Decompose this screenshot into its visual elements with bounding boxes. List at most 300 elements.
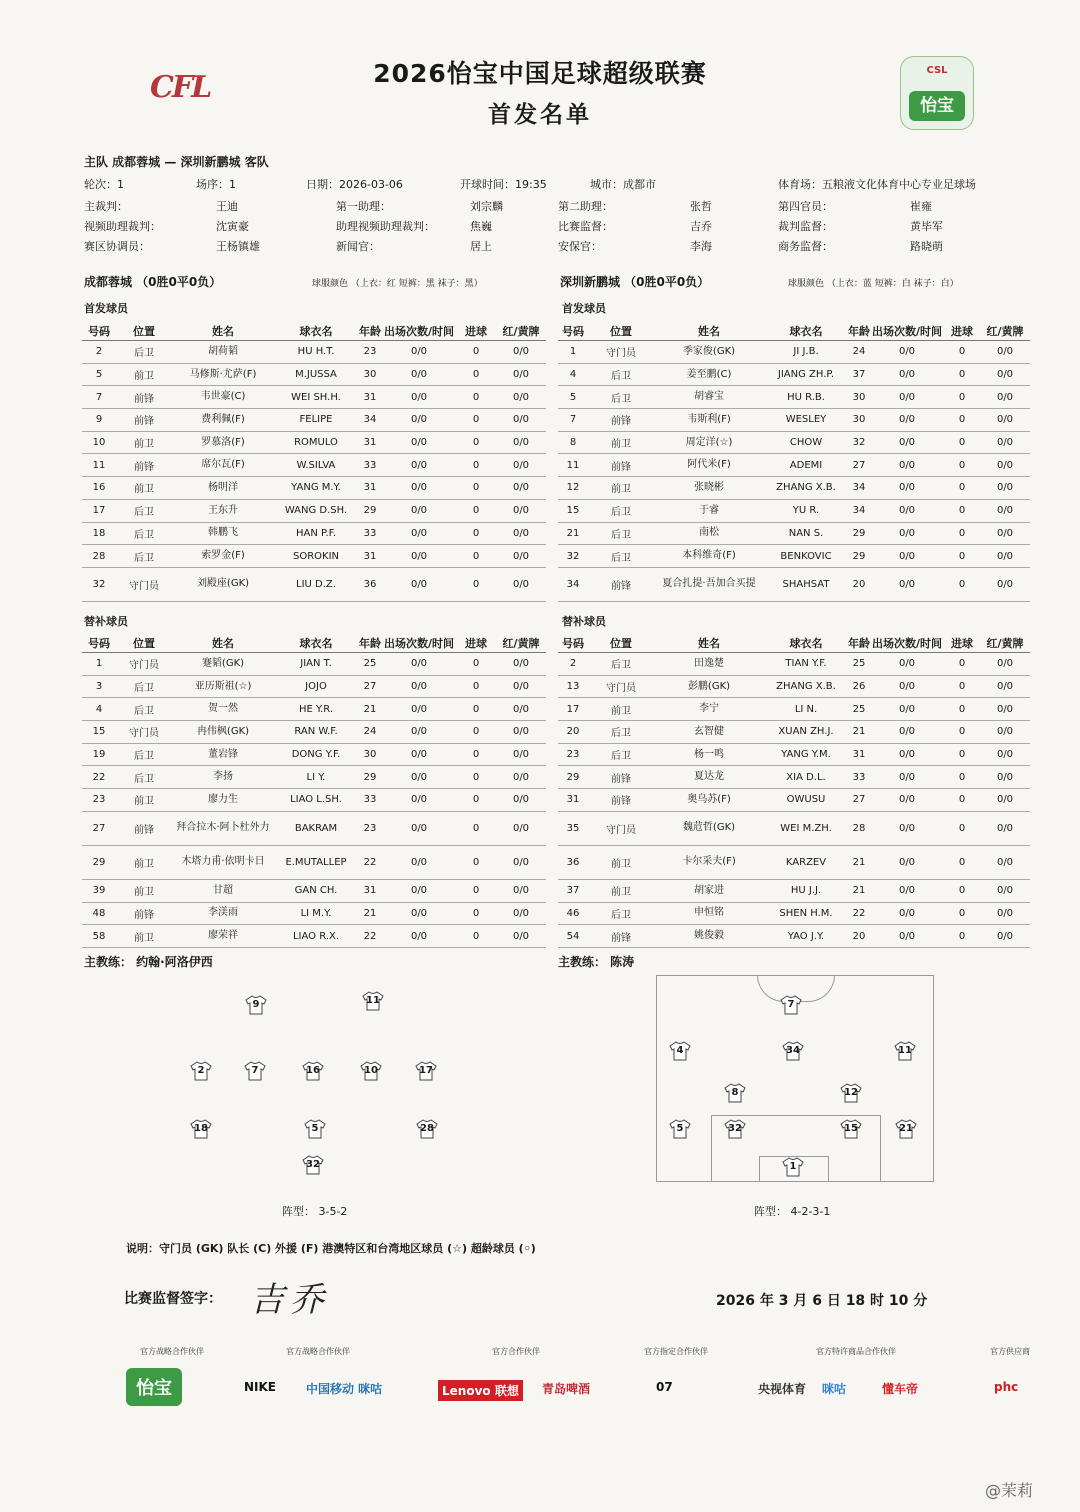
official-role: 主裁判： <box>84 200 128 213</box>
player-cell: JIAN T. <box>274 653 358 676</box>
player-cell: 后卫 <box>588 743 654 766</box>
shirt-number: 32 <box>306 1159 320 1170</box>
column-header: 进球 <box>944 634 980 653</box>
player-cell: 0/0 <box>382 653 456 676</box>
player-cell: JI J.B. <box>764 341 848 364</box>
player-cell: 28 <box>848 811 870 845</box>
shirt-number: 8 <box>731 1087 739 1098</box>
player-cell: 本科维奇(F) <box>654 545 764 568</box>
column-header: 红/黄牌 <box>496 634 546 653</box>
player-cell: 前卫 <box>588 431 654 454</box>
player-cell: 胡睿宝 <box>654 386 764 409</box>
player-cell: 南松 <box>654 522 764 545</box>
player-row <box>82 653 546 676</box>
player-cell: 0 <box>944 431 980 454</box>
player-row <box>558 653 1030 676</box>
player-cell: 季家俊(GK) <box>654 341 764 364</box>
player-cell: 0/0 <box>382 811 456 845</box>
player-cell: 15 <box>558 499 588 522</box>
player-cell: SOROKIN <box>274 545 358 568</box>
player-cell: 0/0 <box>382 698 456 721</box>
player-cell: 33 <box>358 789 382 812</box>
player-cell: 后卫 <box>116 766 172 789</box>
official-role: 第一助理： <box>336 200 391 213</box>
player-row <box>82 766 546 789</box>
player-cell: 7 <box>558 409 588 432</box>
shirt-number: 10 <box>364 1065 378 1076</box>
player-cell: 15 <box>82 721 116 744</box>
player-cell: 20 <box>848 925 870 948</box>
player-cell: 20 <box>848 567 870 601</box>
player-row <box>558 567 1030 601</box>
player-cell: 田逸楚 <box>654 653 764 676</box>
player-cell: 0/0 <box>496 845 546 879</box>
player-cell: 34 <box>358 409 382 432</box>
player-cell: 22 <box>358 925 382 948</box>
player-cell: 后卫 <box>116 675 172 698</box>
official-name: 路晓萌 <box>910 240 943 253</box>
player-shirt-icon <box>362 991 384 1011</box>
player-cell: LIAO L.SH. <box>274 789 358 812</box>
player-shirt-icon <box>302 1061 324 1081</box>
player-cell: 0/0 <box>382 789 456 812</box>
player-row <box>82 431 546 454</box>
player-cell: 31 <box>558 789 588 812</box>
player-cell: 后卫 <box>588 363 654 386</box>
player-cell: 0 <box>944 925 980 948</box>
player-row <box>558 545 1030 568</box>
player-cell: 后卫 <box>116 545 172 568</box>
player-cell: 0/0 <box>870 653 944 676</box>
column-header: 球衣名 <box>274 634 358 653</box>
player-cell: 0/0 <box>382 567 456 601</box>
player-cell: 0/0 <box>870 386 944 409</box>
player-cell: 后卫 <box>588 522 654 545</box>
player-cell: 前卫 <box>588 698 654 721</box>
shirt-number: 16 <box>306 1065 320 1076</box>
player-cell: 0 <box>456 811 496 845</box>
player-cell: 0/0 <box>496 431 546 454</box>
player-cell: 30 <box>358 743 382 766</box>
home-subs-table <box>82 634 546 948</box>
player-cell: 36 <box>558 845 588 879</box>
player-cell: 后卫 <box>116 341 172 364</box>
column-header: 姓名 <box>172 634 274 653</box>
partner-label: 官方合作伙伴 <box>492 1347 540 1356</box>
round-info: 轮次：1 <box>84 178 124 191</box>
player-cell: 21 <box>558 522 588 545</box>
player-cell: 0/0 <box>870 545 944 568</box>
player-cell: 玄智健 <box>654 721 764 744</box>
player-cell: 0/0 <box>496 522 546 545</box>
player-cell: 前锋 <box>116 386 172 409</box>
signature-label: 比赛监督签字： <box>124 1291 222 1307</box>
player-cell: 35 <box>558 811 588 845</box>
player-cell: 亚历斯祖(☆) <box>172 675 274 698</box>
player-cell: DONG Y.F. <box>274 743 358 766</box>
player-cell: 奥乌苏(F) <box>654 789 764 812</box>
player-cell: 37 <box>558 879 588 902</box>
player-cell: SHEN H.M. <box>764 902 848 925</box>
column-header: 位置 <box>588 322 654 341</box>
player-cell: 28 <box>82 545 116 568</box>
player-shirt-icon <box>782 1041 804 1061</box>
column-header: 年龄 <box>358 322 382 341</box>
player-cell: 0 <box>944 653 980 676</box>
player-cell: 0/0 <box>980 477 1030 500</box>
player-cell: 0/0 <box>980 567 1030 601</box>
shirt-number: 5 <box>676 1123 684 1134</box>
player-row <box>82 675 546 698</box>
player-cell: HU R.B. <box>764 386 848 409</box>
player-cell: YANG M.Y. <box>274 477 358 500</box>
player-cell: 0/0 <box>980 902 1030 925</box>
player-cell: 0 <box>456 879 496 902</box>
player-cell: 0/0 <box>382 902 456 925</box>
player-cell: 0/0 <box>382 409 456 432</box>
player-shirt-icon <box>190 1119 212 1139</box>
player-cell: 32 <box>82 567 116 601</box>
player-cell: BAKRAM <box>274 811 358 845</box>
player-cell: 54 <box>558 925 588 948</box>
player-cell: LIAO R.X. <box>274 925 358 948</box>
player-cell: 0/0 <box>980 743 1030 766</box>
player-row <box>82 845 546 879</box>
player-cell: 11 <box>558 454 588 477</box>
player-shirt-icon <box>669 1041 691 1061</box>
player-cell: 34 <box>558 567 588 601</box>
player-cell: 0/0 <box>870 879 944 902</box>
player-cell: 25 <box>358 653 382 676</box>
player-cell: 0 <box>944 454 980 477</box>
player-row <box>558 386 1030 409</box>
player-cell: 0/0 <box>870 766 944 789</box>
player-cell: 0 <box>456 698 496 721</box>
player-cell: E.MUTALLEP <box>274 845 358 879</box>
player-cell: YANG Y.M. <box>764 743 848 766</box>
table-header-row <box>558 322 1030 341</box>
home-formation: 阵型： 3-5-2 <box>282 1205 348 1218</box>
player-cell: 31 <box>848 743 870 766</box>
shirt-number: 17 <box>419 1065 433 1076</box>
player-cell: 前锋 <box>116 454 172 477</box>
player-cell: 2 <box>82 341 116 364</box>
player-row <box>558 522 1030 545</box>
player-cell: 前卫 <box>116 477 172 500</box>
player-cell: 0/0 <box>382 766 456 789</box>
player-cell: 3 <box>82 675 116 698</box>
player-cell: 21 <box>848 845 870 879</box>
player-cell: 0/0 <box>382 477 456 500</box>
player-cell: 前卫 <box>116 925 172 948</box>
player-cell: 守门员 <box>116 567 172 601</box>
player-cell: 韦世豪(C) <box>172 386 274 409</box>
official-name: 居上 <box>470 240 492 253</box>
player-cell: 0/0 <box>496 879 546 902</box>
player-cell: 0/0 <box>496 811 546 845</box>
stadium-info: 体育场：五粮液文化体育中心专业足球场 <box>778 178 976 191</box>
official-name: 黄毕军 <box>910 220 943 233</box>
player-cell: 13 <box>558 675 588 698</box>
player-cell: 0/0 <box>980 386 1030 409</box>
home-kit-colors: 球服颜色 （上衣：红 短裤：黑 袜子：黑） <box>312 279 483 289</box>
player-cell: 0/0 <box>870 789 944 812</box>
player-cell: 前锋 <box>116 409 172 432</box>
column-header: 出场次数/时间 <box>870 322 944 341</box>
player-shirt-icon <box>245 995 267 1015</box>
player-cell: 王东升 <box>172 499 274 522</box>
official-name: 李海 <box>690 240 712 253</box>
player-cell: 0 <box>456 925 496 948</box>
player-cell: LIU D.Z. <box>274 567 358 601</box>
player-cell: 索罗金(F) <box>172 545 274 568</box>
player-cell: 后卫 <box>588 545 654 568</box>
shirt-number: 4 <box>676 1045 684 1056</box>
player-cell: ZHANG X.B. <box>764 477 848 500</box>
player-cell: 0/0 <box>496 675 546 698</box>
player-cell: 31 <box>358 545 382 568</box>
player-cell: YAO J.Y. <box>764 925 848 948</box>
player-cell: 0 <box>456 902 496 925</box>
shirt-number: 11 <box>898 1045 912 1056</box>
city-info: 城市：成都市 <box>590 178 656 191</box>
player-row <box>558 879 1030 902</box>
shirt-number: 1 <box>789 1161 797 1172</box>
player-cell: 31 <box>358 386 382 409</box>
player-cell: 0/0 <box>382 499 456 522</box>
player-cell: 11 <box>82 454 116 477</box>
player-cell: 0/0 <box>496 743 546 766</box>
player-cell: CHOW <box>764 431 848 454</box>
player-cell: HE Y.R. <box>274 698 358 721</box>
official-role: 视频助理裁判： <box>84 220 161 233</box>
player-cell: 0 <box>456 845 496 879</box>
column-header: 年龄 <box>848 322 870 341</box>
player-row <box>558 766 1030 789</box>
player-row <box>82 341 546 364</box>
player-row <box>558 698 1030 721</box>
player-cell: 27 <box>82 811 116 845</box>
csl-logo-text: CSL <box>926 65 948 76</box>
official-name: 吉乔 <box>690 220 712 233</box>
player-row <box>82 789 546 812</box>
player-cell: 8 <box>558 431 588 454</box>
player-cell: 0/0 <box>870 431 944 454</box>
player-cell: 0 <box>944 386 980 409</box>
player-cell: 0/0 <box>980 698 1030 721</box>
player-cell: 卡尔采夫(F) <box>654 845 764 879</box>
player-cell: 22 <box>358 845 382 879</box>
player-cell: 0 <box>456 363 496 386</box>
sponsor-logo: 怡宝 <box>126 1368 182 1406</box>
player-cell: 0 <box>456 477 496 500</box>
player-cell: 前锋 <box>588 925 654 948</box>
player-cell: 0 <box>456 743 496 766</box>
player-cell: 0/0 <box>980 522 1030 545</box>
player-cell: 后卫 <box>588 653 654 676</box>
player-cell: 0/0 <box>496 721 546 744</box>
column-header: 红/黄牌 <box>496 322 546 341</box>
player-cell: 27 <box>848 789 870 812</box>
sponsor-logo: phc <box>994 1380 1019 1394</box>
player-row <box>558 363 1030 386</box>
player-cell: 前卫 <box>116 789 172 812</box>
player-cell: 后卫 <box>116 522 172 545</box>
player-cell: 0/0 <box>870 409 944 432</box>
player-cell: KARZEV <box>764 845 848 879</box>
player-cell: 0/0 <box>496 545 546 568</box>
player-cell: 周定洋(☆) <box>654 431 764 454</box>
column-header: 出场次数/时间 <box>382 634 456 653</box>
player-cell: 姚俊毅 <box>654 925 764 948</box>
column-header: 出场次数/时间 <box>870 634 944 653</box>
player-cell: 0/0 <box>382 545 456 568</box>
column-header: 年龄 <box>848 634 870 653</box>
player-cell: 32 <box>848 431 870 454</box>
player-cell: 0/0 <box>980 545 1030 568</box>
table-header-row <box>82 634 546 653</box>
player-cell: 廖荣祥 <box>172 925 274 948</box>
shirt-number: 11 <box>366 995 380 1006</box>
player-cell: 29 <box>558 766 588 789</box>
player-cell: 守门员 <box>588 811 654 845</box>
player-cell: 19 <box>82 743 116 766</box>
player-cell: 0 <box>944 879 980 902</box>
player-cell: 于睿 <box>654 499 764 522</box>
player-cell: 0/0 <box>382 743 456 766</box>
player-cell: 0 <box>944 477 980 500</box>
player-cell: 阿代米(F) <box>654 454 764 477</box>
player-cell: 0 <box>456 499 496 522</box>
player-cell: 0/0 <box>980 409 1030 432</box>
player-row <box>82 879 546 902</box>
player-cell: 22 <box>848 902 870 925</box>
shirt-number: 21 <box>899 1123 913 1134</box>
column-header: 号码 <box>558 322 588 341</box>
player-cell: 21 <box>848 879 870 902</box>
player-row <box>558 454 1030 477</box>
player-cell: 0/0 <box>496 386 546 409</box>
player-cell: 29 <box>848 522 870 545</box>
player-cell: 前锋 <box>588 766 654 789</box>
player-cell: LI M.Y. <box>274 902 358 925</box>
player-cell: 0/0 <box>870 675 944 698</box>
player-cell: 31 <box>358 431 382 454</box>
supervisor-signature: 吉乔 <box>250 1280 330 1320</box>
away-starters-table <box>558 322 1030 602</box>
player-cell: 29 <box>848 545 870 568</box>
player-cell: 0/0 <box>382 879 456 902</box>
player-cell: 24 <box>848 341 870 364</box>
player-cell: JOJO <box>274 675 358 698</box>
shirt-number: 9 <box>252 999 260 1010</box>
player-cell: 0/0 <box>496 766 546 789</box>
player-cell: 33 <box>358 522 382 545</box>
player-cell: XIA D.L. <box>764 766 848 789</box>
player-cell: 24 <box>358 721 382 744</box>
official-name: 沈寅豪 <box>216 220 249 233</box>
player-shirt-icon <box>895 1119 917 1139</box>
player-cell: 费利佩(F) <box>172 409 274 432</box>
away-team-name: 深圳新鹏城 （0胜0平0负） <box>560 275 710 289</box>
player-cell: 34 <box>848 499 870 522</box>
column-header: 球衣名 <box>764 322 848 341</box>
player-cell: 0 <box>456 522 496 545</box>
shirt-number: 18 <box>194 1123 208 1134</box>
player-cell: 申恒铭 <box>654 902 764 925</box>
sponsor-logo: 懂车帝 <box>882 1382 919 1396</box>
shirt-number: 28 <box>420 1123 434 1134</box>
player-cell: 0/0 <box>496 925 546 948</box>
player-row <box>558 499 1030 522</box>
player-cell: 39 <box>82 879 116 902</box>
player-cell: YU R. <box>764 499 848 522</box>
player-cell: 26 <box>848 675 870 698</box>
player-cell: 0/0 <box>496 653 546 676</box>
player-row <box>82 499 546 522</box>
player-row <box>82 698 546 721</box>
official-name: 王杨镇雄 <box>216 240 260 253</box>
player-row <box>82 386 546 409</box>
player-row <box>82 522 546 545</box>
player-cell: 36 <box>358 567 382 601</box>
player-cell: WEI SH.H. <box>274 386 358 409</box>
player-row <box>82 454 546 477</box>
player-cell: 21 <box>358 698 382 721</box>
player-row <box>82 409 546 432</box>
player-cell: 席尔瓦(F) <box>172 454 274 477</box>
page-subtitle: 首发名单 <box>488 102 592 128</box>
player-cell: 0 <box>944 341 980 364</box>
player-cell: 前锋 <box>116 902 172 925</box>
player-cell: 0/0 <box>870 721 944 744</box>
player-cell: 25 <box>848 653 870 676</box>
player-cell: 刘殿座(GK) <box>172 567 274 601</box>
player-cell: LI N. <box>764 698 848 721</box>
player-shirt-icon <box>416 1119 438 1139</box>
column-header: 姓名 <box>654 322 764 341</box>
player-cell: 0/0 <box>870 925 944 948</box>
player-cell: 前锋 <box>588 567 654 601</box>
player-cell: JIANG ZH.P. <box>764 363 848 386</box>
away-kit-colors: 球服颜色 （上衣：蓝 短裤：白 袜子：白） <box>788 279 959 289</box>
player-row <box>82 363 546 386</box>
player-cell: 4 <box>558 363 588 386</box>
player-cell: 0/0 <box>382 363 456 386</box>
player-cell: 0/0 <box>496 698 546 721</box>
player-cell: W.SILVA <box>274 454 358 477</box>
player-cell: 彭鹏(GK) <box>654 675 764 698</box>
column-header: 红/黄牌 <box>980 634 1030 653</box>
player-cell: 前锋 <box>588 789 654 812</box>
shirt-number: 15 <box>844 1123 858 1134</box>
column-header: 进球 <box>456 322 496 341</box>
player-cell: 0/0 <box>382 925 456 948</box>
player-cell: 30 <box>358 363 382 386</box>
player-cell: 前锋 <box>116 811 172 845</box>
partner-label: 官方供应商 <box>990 1347 1030 1356</box>
player-cell: 23 <box>558 743 588 766</box>
home-starters-table <box>82 322 546 602</box>
player-cell: 前锋 <box>588 409 654 432</box>
player-cell: 16 <box>82 477 116 500</box>
player-cell: HAN P.F. <box>274 522 358 545</box>
player-cell: 0 <box>456 341 496 364</box>
player-cell: 23 <box>358 341 382 364</box>
player-cell: 27 <box>358 675 382 698</box>
player-cell: 0 <box>456 431 496 454</box>
away-subs-table <box>558 634 1030 948</box>
